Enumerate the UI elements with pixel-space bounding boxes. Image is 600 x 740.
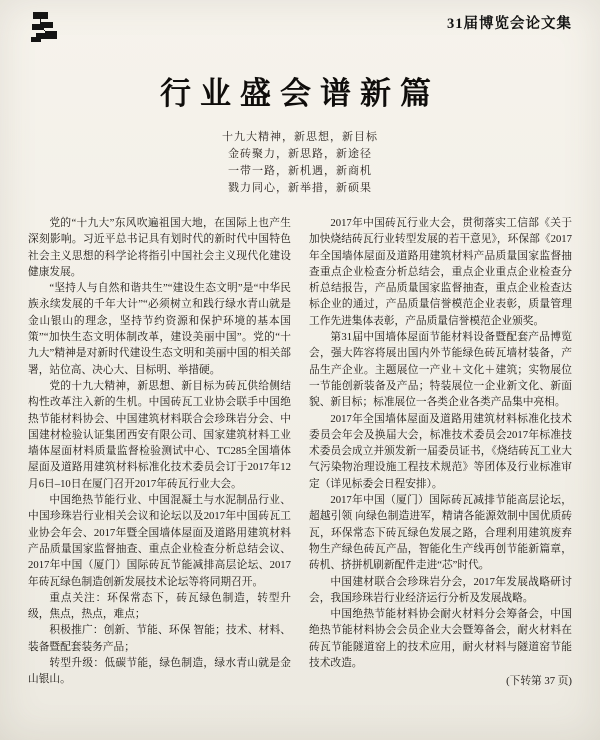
article-body [28, 215, 572, 735]
right-column [309, 215, 572, 735]
slogan-line: 一带一路，新机遇，新商机 [228, 165, 372, 177]
paragraph: 2017年全国墙体屋面及道路用建筑材料标准化技术委员会年会及换届大会，标准技术委员会2017年标准技术委员会成立并颁发新一届委员证书，《烧结砖瓦工业大气污染物治理设施工程技术规范》等团体及行业标准审定（详见标委会日程安排）。 [309, 412, 572, 490]
article-title: 行业盛会谱新篇 [160, 76, 440, 111]
slogan-line: 戮力同心，新举措，新硕果 [228, 182, 372, 194]
paragraph: 转型升级：低碳节能，绿色制造，绿水青山就是金山银山。 [28, 657, 291, 686]
collection-header: 31届博览会论文集 [447, 16, 572, 32]
paragraph: 党的“十九大”东风吹遍祖国大地，在国际上也产生深刻影响。习近平总书记具有划时代的新时代中国特色社会主义思想的科学论将指引中国社会主义现代化建设健康发展。 [28, 217, 291, 278]
left-column [28, 215, 291, 735]
paragraph: 积极推广：创新、节能、环保 智能；技术、材料、装备暨配套装务产品； [28, 624, 291, 653]
paragraph: “坚持人与自然和谐共生”“建设生态文明”是“中华民族永续发展的千年大计”“必须树立和践行绿水青山就是金山银山的理念，坚持节约资源和保护环境的基本国策”“加快生态文明体制改革，建设美丽中国”。党的“十九大”精神是对新时代建设生态文明和美丽中国的相关部署，站位高、决心大、目标明、举措硬。 [28, 282, 291, 376]
slogan-line: 金砖聚力，新思路，新途径 [228, 148, 372, 160]
paragraph: 中国绝热节能行业、中国混凝土与水泥制品行业、中国珍珠岩行业相关会议和论坛以及2017年中国砖瓦工业协会年会、2017年暨全国墙体屋面及道路用建筑材料产品质量国家监督抽查、重点企业检查分析总结会议、2017年中国（厦门）国际砖瓦节能减排高层论坛、2017年砖瓦绿色制造创新发展技术论坛等将同期召开。 [28, 494, 291, 588]
page-header-bar [28, 8, 572, 48]
paragraph: 党的十九大精神，新思想、新目标为砖瓦供给侧结构性改革注入新的生机。中国砖瓦工业协会联手中国绝热节能材料协会、中国建筑材料联合会珍珠岩分会、中国建材检验认证集团西安有限公司、国家建筑材料工业墙体屋面材料质量监督检验测试中心、TC285全国墙体屋面及道路用建筑材料标准化技术委员会订于2017年12月6日–10日在厦门召开2017年砖瓦行业大会。 [28, 379, 291, 490]
journal-logo-icon [28, 10, 62, 44]
paragraph: 2017年中国砖瓦行业大会，贯彻落实工信部《关于加快烧结砖瓦行业转型发展的若干意见》，环保部《2017年全国墙体屋面及道路用建筑材料产品质量国家监督抽查重点企业检查分析总结会，重点企业重点企业检查分析总结报告，产品质量国家监督抽查，重点企业检查达标企业的通过，产品质量信誉模范企业表彰，质量管理工作先进集体表彰，产品质量信誉模范企业颁奖。 [309, 217, 572, 327]
continuation-note: (下转第 37 页) [506, 675, 572, 688]
paragraph: 第31届中国墙体屋面节能材料设备暨配套产品博览会，强大阵容将展出国内外节能绿色砖瓦墙材装备，产品生产企业。主题展位一产业＋文化＋建筑；实物展位一节能创新装备及产品；特装展位一企业新文化、新面貌、新目标；标准展位一各类企业各类产品集中亮相。 [309, 331, 572, 409]
slogan-line: 十九大精神，新思想，新目标 [222, 131, 378, 143]
paragraph: 中国建材联合会珍珠岩分会，2017年发展战略研讨会，我国珍珠岩行业经济运行分析及发展战略。 [309, 575, 572, 604]
paragraph: 2017年中国（厦门）国际砖瓦减排节能高层论坛，超越引领 向绿色制造进军，精请各能源效制中国优质砖瓦，环保常态下砖瓦绿色发展之路，合理利用建筑废弃物生产绿色砖瓦产品，智能化生产线再创节能新篇章，砖机、挤拼机刷新配件走进“芯”时代。 [309, 494, 572, 572]
paragraph: 中国绝热节能材料协会耐火材料分会筹备会，中国绝热节能材料协会会员企业大会暨筹备会，耐火材料在砖瓦节能隧道窑上的技术应用，耐火材料与隧道窑节能技术改造。 [309, 608, 572, 670]
paragraph: 重点关注：环保常态下，砖瓦绿色制造，转型升级，焦点，热点，难点； [28, 591, 291, 621]
slogan-block [28, 129, 572, 197]
